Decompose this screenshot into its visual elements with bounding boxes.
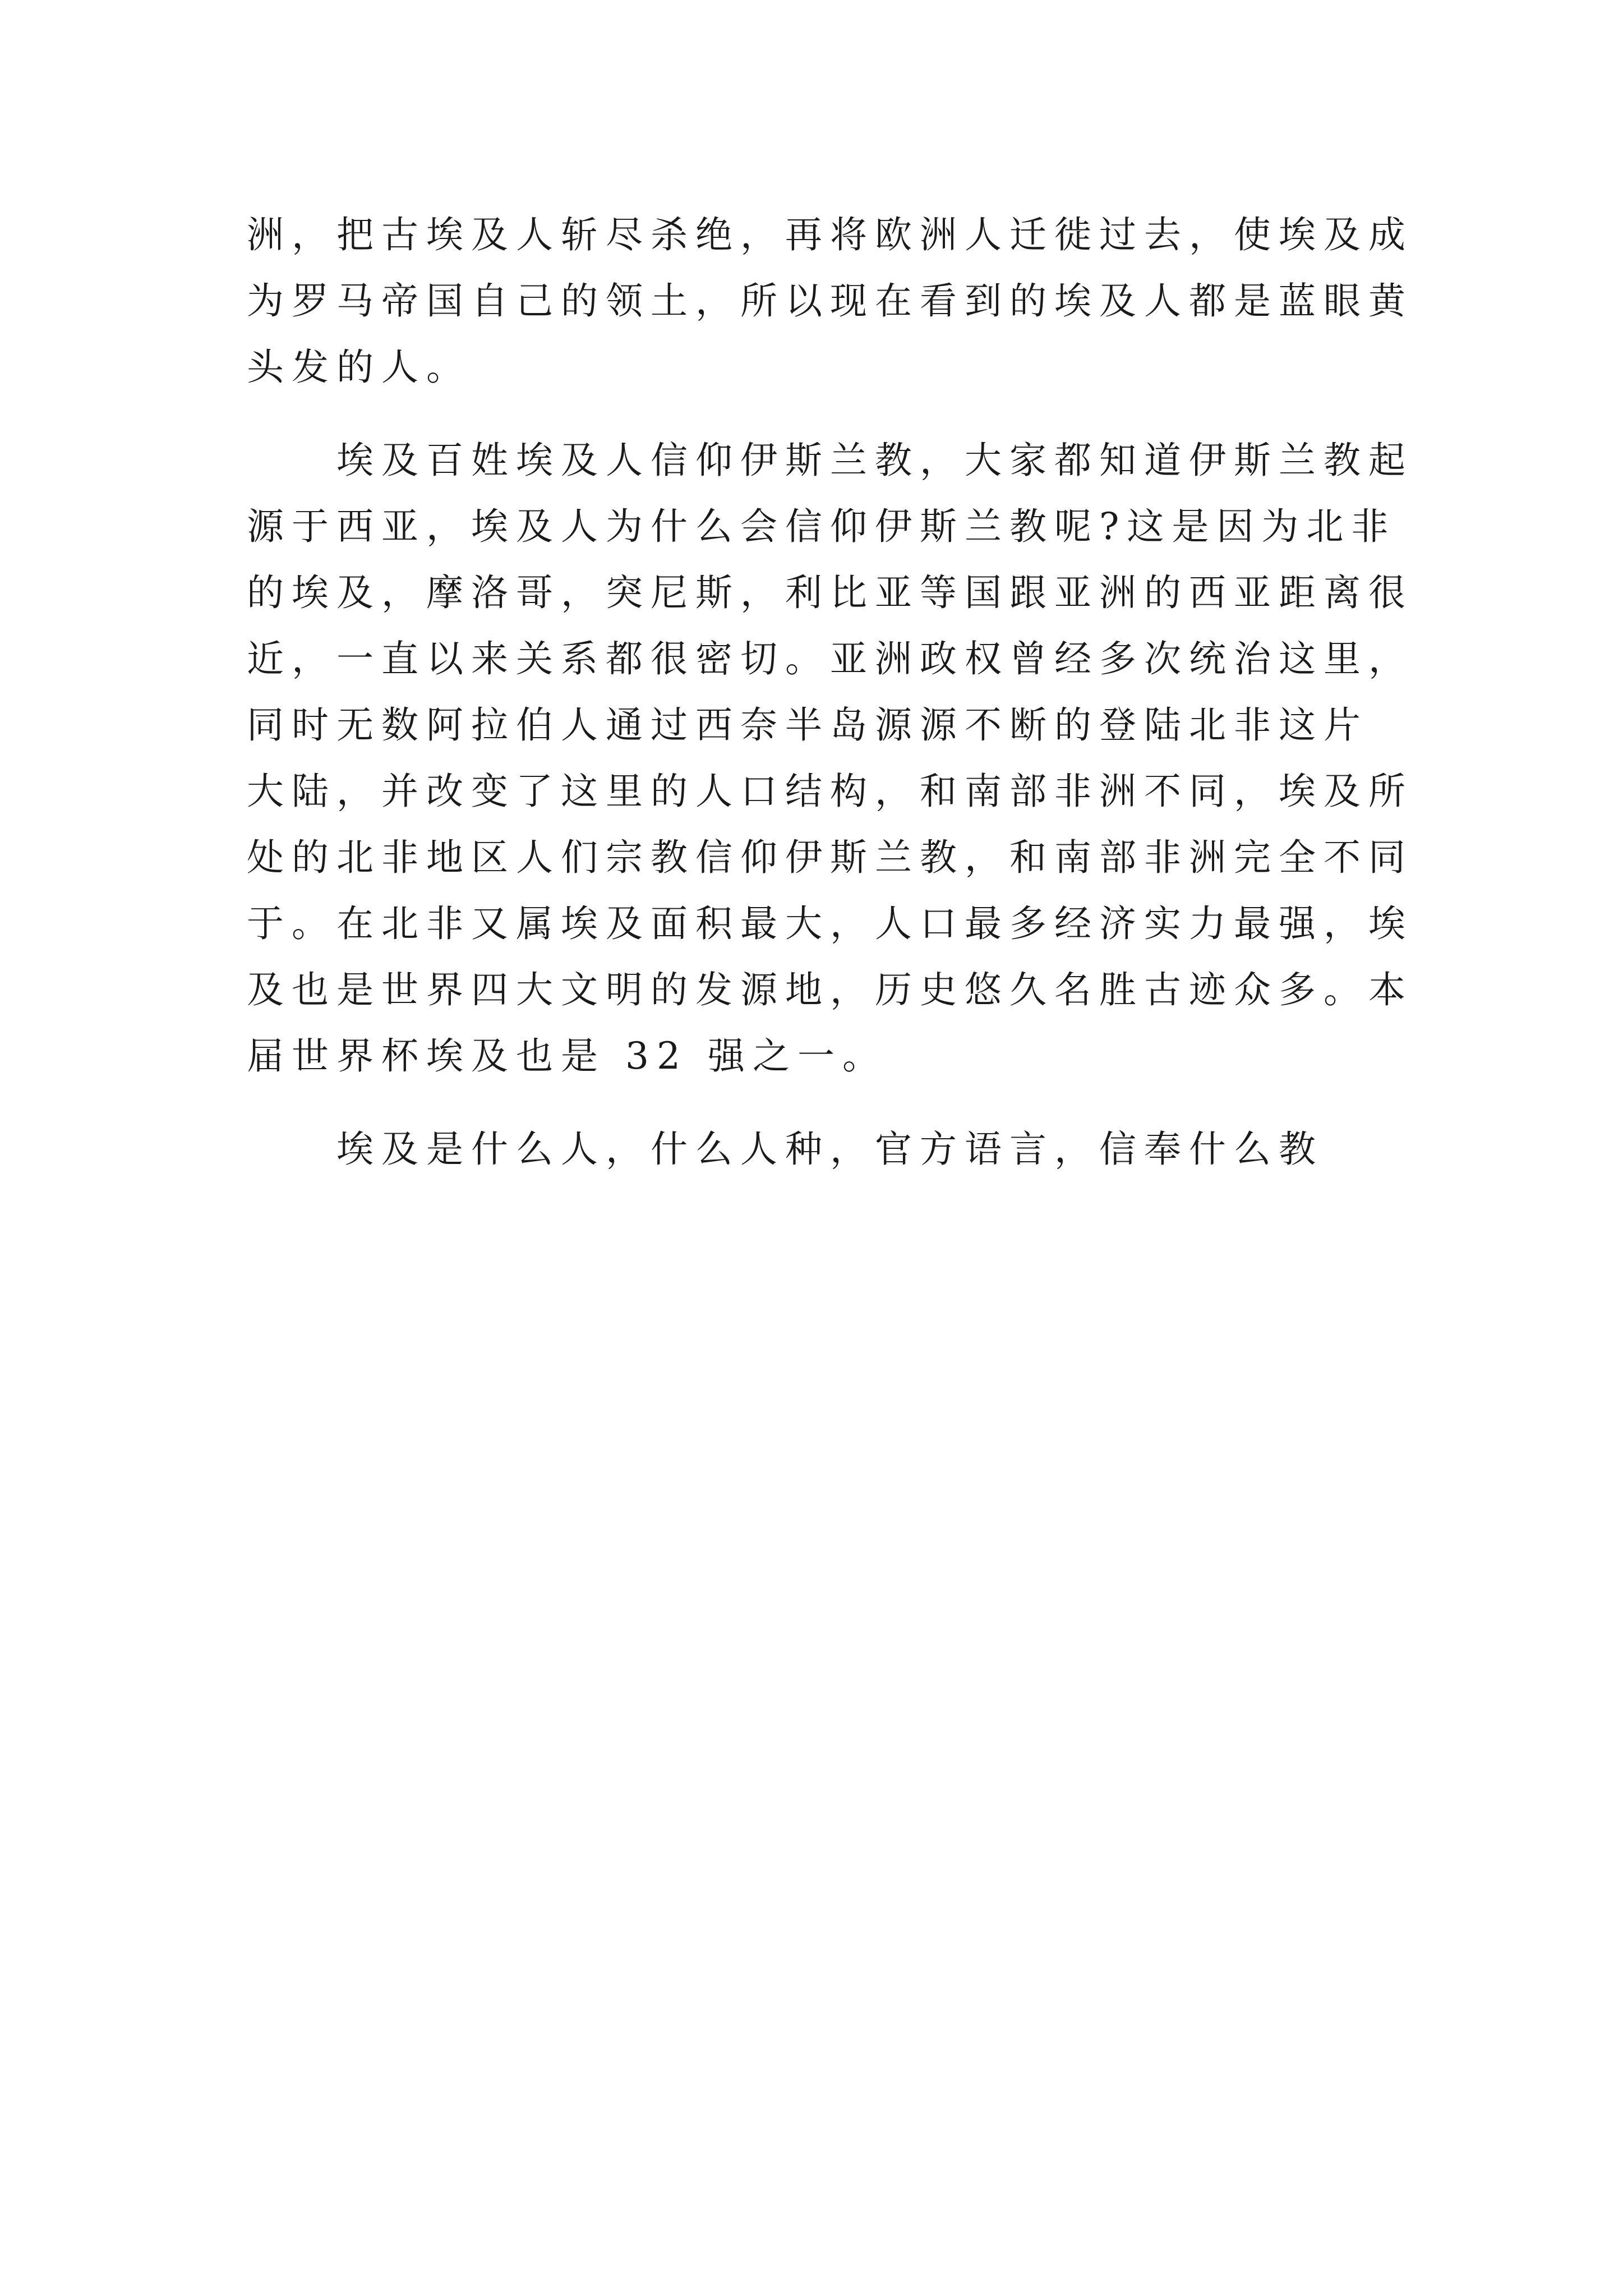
text-line: 的埃及，摩洛哥，突尼斯，利比亚等国跟亚洲的西亚距离很 xyxy=(247,571,1413,614)
text-line: 为罗马帝国自己的领土，所以现在看到的埃及人都是蓝眼黄 xyxy=(247,279,1413,323)
paragraph-spacer xyxy=(247,401,1385,427)
text-line: 于。在北非又属埃及面积最大，人口最多经济实力最强，埃 xyxy=(247,902,1413,945)
paragraph-1 xyxy=(247,202,1413,401)
text-line: 处的北非地区人们宗教信仰伊斯兰教，和南部非洲完全不同 xyxy=(247,836,1413,879)
text-line: 近，一直以来关系都很密切。亚洲政权曾经多次统治这里， xyxy=(247,637,1413,680)
document-body xyxy=(247,202,1413,1182)
text-line: 埃及是什么人，什么人种，官方语言，信奉什么教 xyxy=(336,1128,1324,1171)
paragraph-3 xyxy=(247,1116,1385,1182)
paragraph-spacer xyxy=(247,1089,1385,1116)
text-line: 埃及百姓埃及人信仰伊斯兰教，大家都知道伊斯兰教起 xyxy=(336,439,1413,482)
text-line: 源于西亚，埃及人为什么会信仰伊斯兰教呢?这是因为北非 xyxy=(247,505,1396,548)
text-line: 洲，把古埃及人斩尽杀绝，再将欧洲人迁徙过去，使埃及成 xyxy=(247,213,1413,256)
text-line: 大陆，并改变了这里的人口结构，和南部非洲不同，埃及所 xyxy=(247,770,1413,813)
text-line: 及也是世界四大文明的发源地，历史悠久名胜古迹众多。本 xyxy=(247,968,1413,1011)
text-line: 届世界杯埃及也是 32 强之一。 xyxy=(247,1034,887,1078)
text-line: 同时无数阿拉伯人通过西奈半岛源源不断的登陆北非这片 xyxy=(247,703,1368,747)
text-line: 头发的人。 xyxy=(247,346,471,389)
paragraph-2 xyxy=(247,427,1413,1089)
